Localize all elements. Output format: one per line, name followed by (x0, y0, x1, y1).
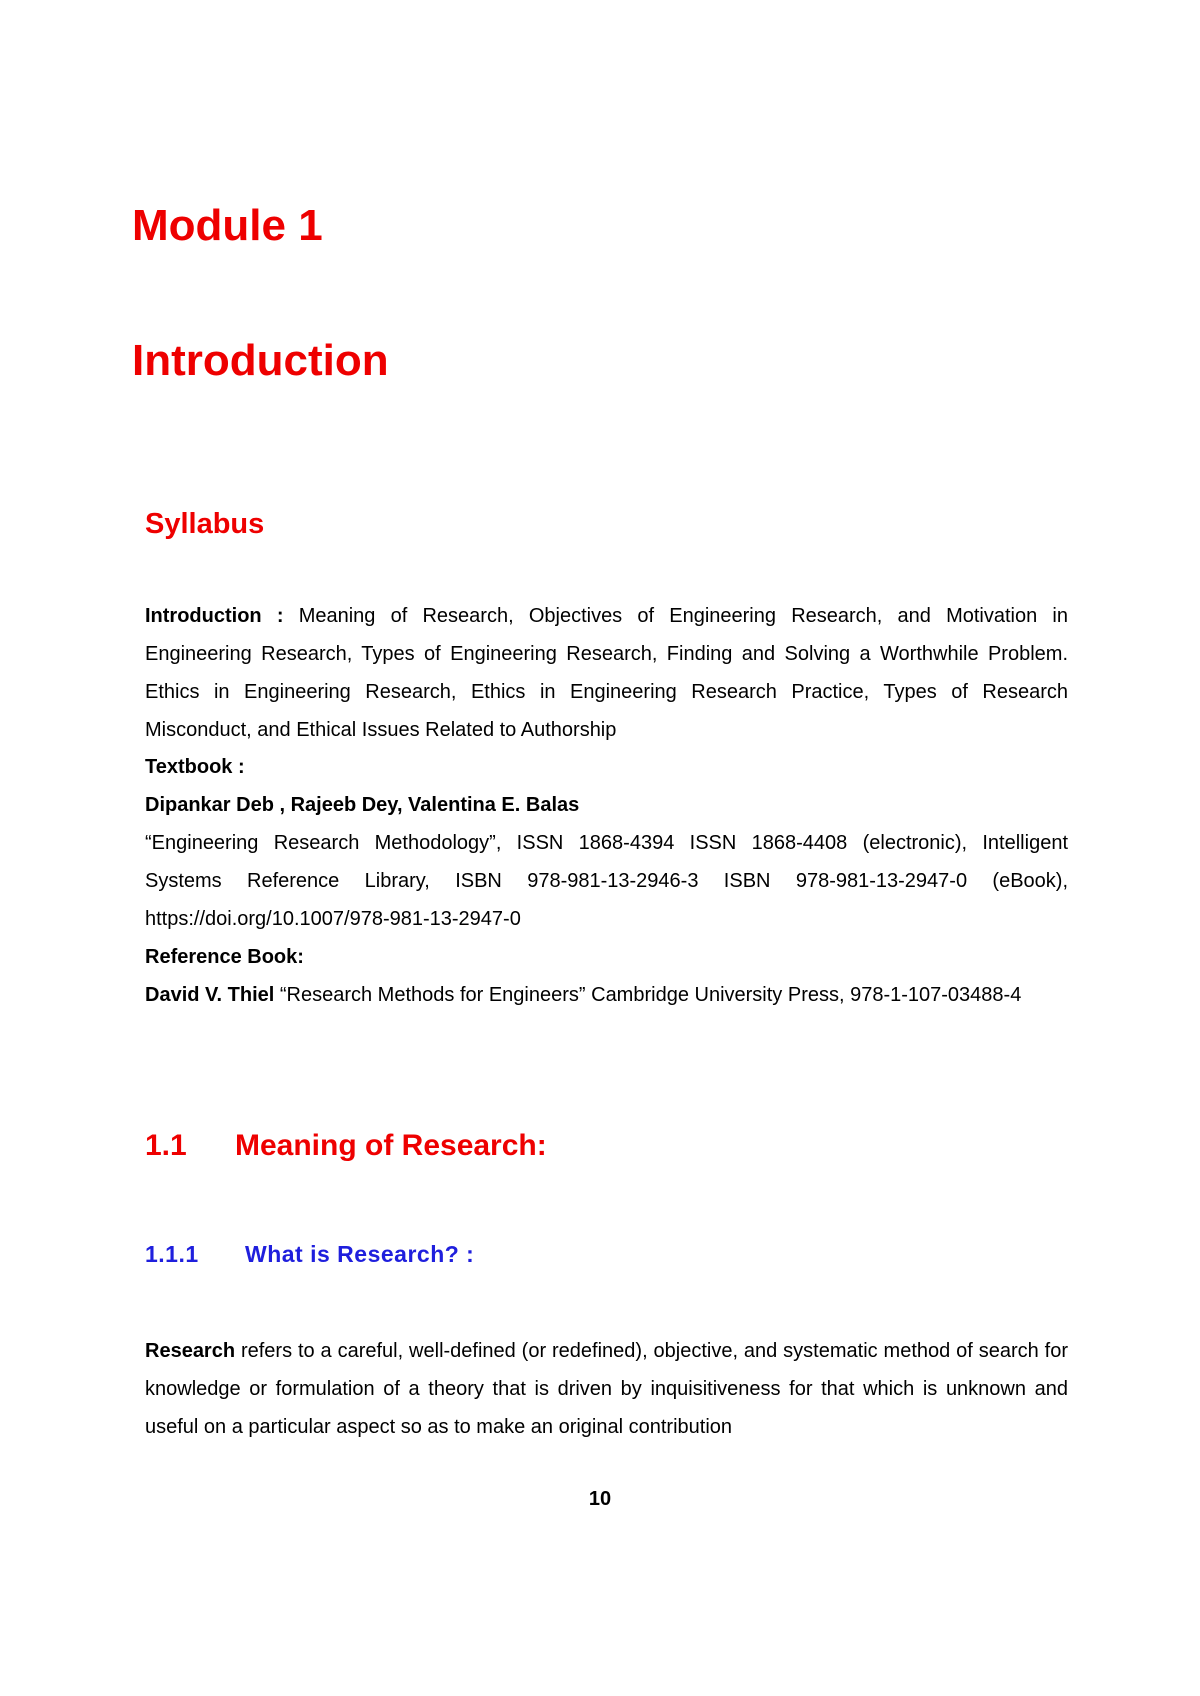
reference-details: “Research Methods for Engineers” Cambridge University Press, 978-1-107-03488-4 (274, 984, 1022, 1006)
reference-block (145, 938, 1068, 1014)
reference-entry (145, 976, 1068, 1014)
section-heading-1-1 (145, 1126, 547, 1166)
textbook-label: Textbook : (145, 756, 245, 778)
syllabus-intro-label: Introduction : (145, 605, 284, 627)
subsection-heading-1-1-1 (145, 1238, 474, 1270)
section-title: Meaning of Research: (235, 1129, 547, 1162)
research-term: Research (145, 1340, 236, 1362)
research-definition-paragraph (145, 1332, 1068, 1446)
research-definition-text: refers to a careful, well-defined (or redefined), objective, and systematic method of search for knowledge or formulation of a theory that is driven by inquisitiveness for that which is unknown and useful on a particular aspect so as to make an original contribution (145, 1340, 1068, 1438)
textbook-details: “Engineering Research Methodology”, ISSN 1868-4394 ISSN 1868-4408 (electronic), Intelligent Systems Reference Library, ISBN 978-981-13-2946-3 ISBN 978-981-13-2947-0 (eBook), https://doi.org/10.1007/978-981-13-2947-0 (145, 832, 1068, 930)
section-number: 1.1 (145, 1129, 187, 1162)
chapter-title: Introduction (132, 336, 389, 385)
syllabus-intro-paragraph (145, 597, 1068, 749)
subsection-number: 1.1.1 (145, 1241, 199, 1267)
reference-label: Reference Book: (145, 946, 304, 968)
textbook-block (145, 748, 1068, 938)
subsection-title: What is Research? : (245, 1241, 475, 1267)
page-number: 10 (588, 1488, 612, 1510)
module-title: Module 1 (132, 201, 323, 250)
reference-author: David V. Thiel (145, 984, 275, 1006)
syllabus-intro-text: Meaning of Research, Objectives of Engineering Research, and Motivation in Engineering Research, Types of Engineering Research, Finding and Solving a Worthwhile Problem. Ethics in Engineering Research, Ethics in Engineering Research Practice, Types of Research Misconduct, and Ethical Issues Related to Authorship (145, 605, 1069, 741)
textbook-authors: Dipankar Deb , Rajeeb Dey, Valentina E. Balas (145, 794, 580, 816)
syllabus-heading: Syllabus (145, 508, 265, 540)
